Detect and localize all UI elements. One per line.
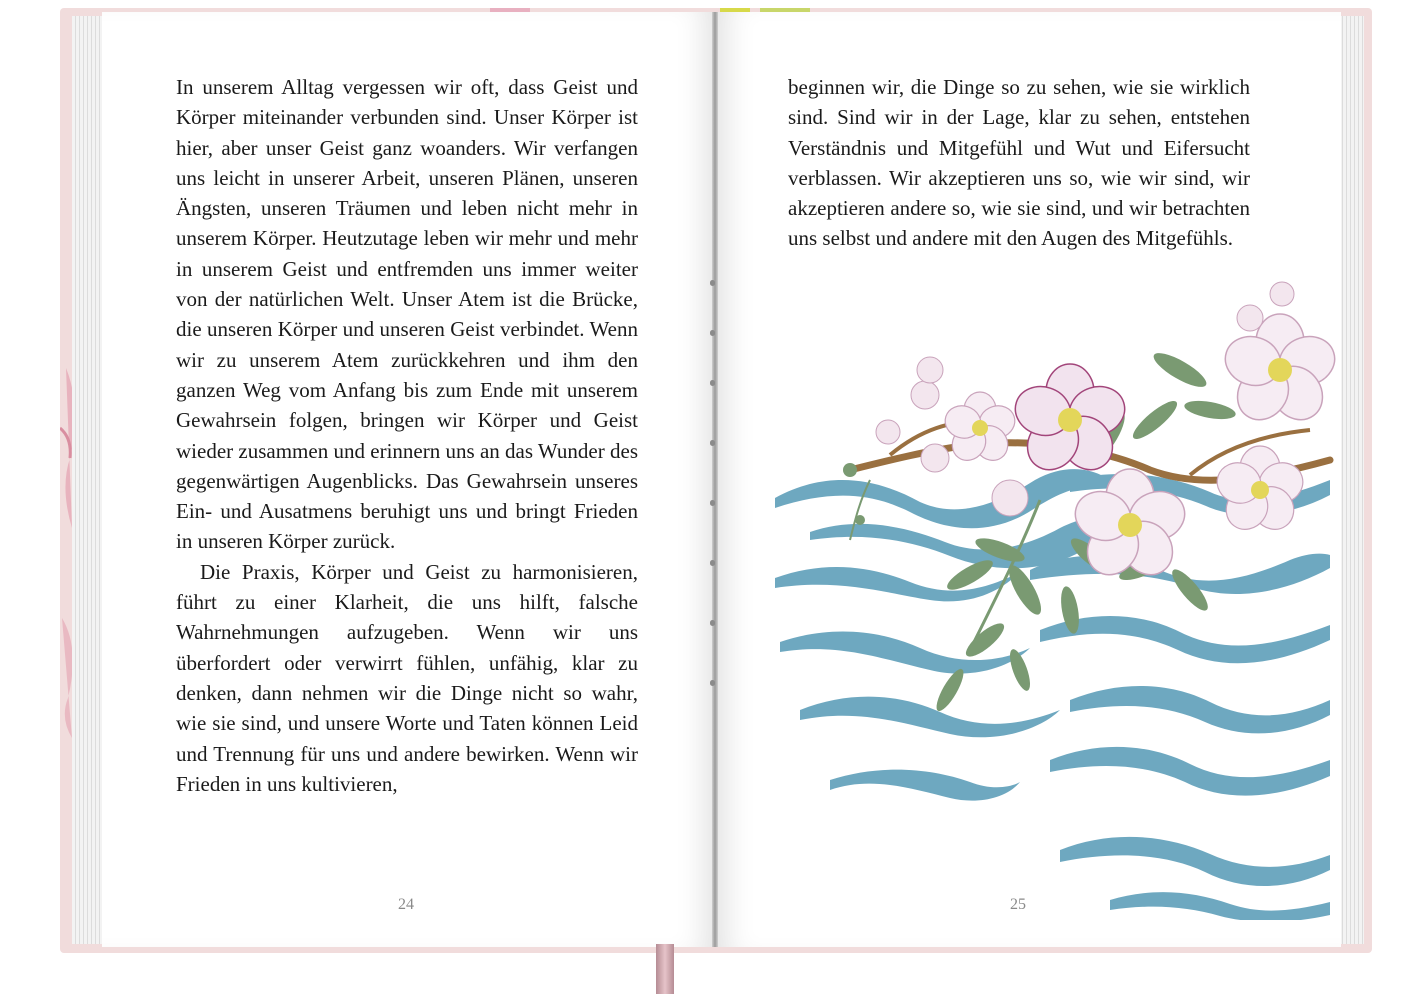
book-gutter: [712, 12, 718, 947]
binding-stitch: [710, 680, 715, 686]
paragraph: In unserem Alltag vergessen wir oft, dass Geist und Körper miteinander verbunden sind. Unser Körper ist hier, aber unser Geist ganz woanders. Wir verfangen uns leicht in unserer Arbeit, unseren Plänen, unseren Ängsten, unseren Träumen und leben nicht mehr in unserem Körper. Heutzutage leben wir mehr und mehr in unserem Geist und entfremden uns immer weiter von der natürlichen Welt. Unser Atem ist die Brücke, die unseren Körper und unseren Geist verbindet. Wenn wir zu unserem Atem zurückkehren und ihm den ganzen Weg vom Anfang bis zum Ende mit unserem Gewahrsein folgen, bringen wir Körper und Geist wieder zusammen und erinnern uns an das Wunder des gegenwärtigen Augenblicks. Das Gewahrsein unseres Ein- und Ausatmens beruhigt uns und bringt Frieden in unseren Körper zurück.: [176, 75, 638, 554]
binding-stitch: [710, 620, 715, 626]
binding-stitch: [710, 440, 715, 446]
left-page-text: [176, 72, 638, 799]
waves: [775, 469, 1330, 920]
binding-stitch: [710, 330, 715, 336]
binding-stitch: [710, 280, 715, 286]
paragraph: beginnen wir, die Dinge so zu sehen, wie sie wirklich sind. Sind wir in der Lage, klar zu sehen, entstehen Verständnis und Mitgefühl und Wut und Eifersucht verblassen. Wir akzeptieren uns so, wie wir sind, wir akzeptieren andere so, wie sie sind, und wir betrachten uns selbst und andere mit den Augen des Mitgefühls.: [788, 75, 1250, 251]
binding-stitch: [710, 560, 715, 566]
binding-stitch: [710, 500, 715, 506]
paragraph: Die Praxis, Körper und Geist zu harmonisieren, führt zu einer Klarheit, die uns hilft, falsche Wahrnehmungen aufzugeben. Wenn wir uns überfordert oder verwirrt fühlen, unfähig, klar zu denken, dann nehmen wir die Dinge nicht so wahr, wie sie sind, und unsere Worte und Taten können Leid und Trennung für uns und andere bewirken. Wenn wir Frieden in uns kultivieren,: [176, 559, 638, 796]
right-page-text: [788, 72, 1250, 254]
cherry-blossom-illustration: [770, 270, 1340, 920]
page-number-left: 24: [398, 896, 414, 913]
bookmark-ribbon: [656, 944, 674, 994]
binding-stitch: [710, 380, 715, 386]
page-number-right: 25: [1010, 896, 1026, 913]
